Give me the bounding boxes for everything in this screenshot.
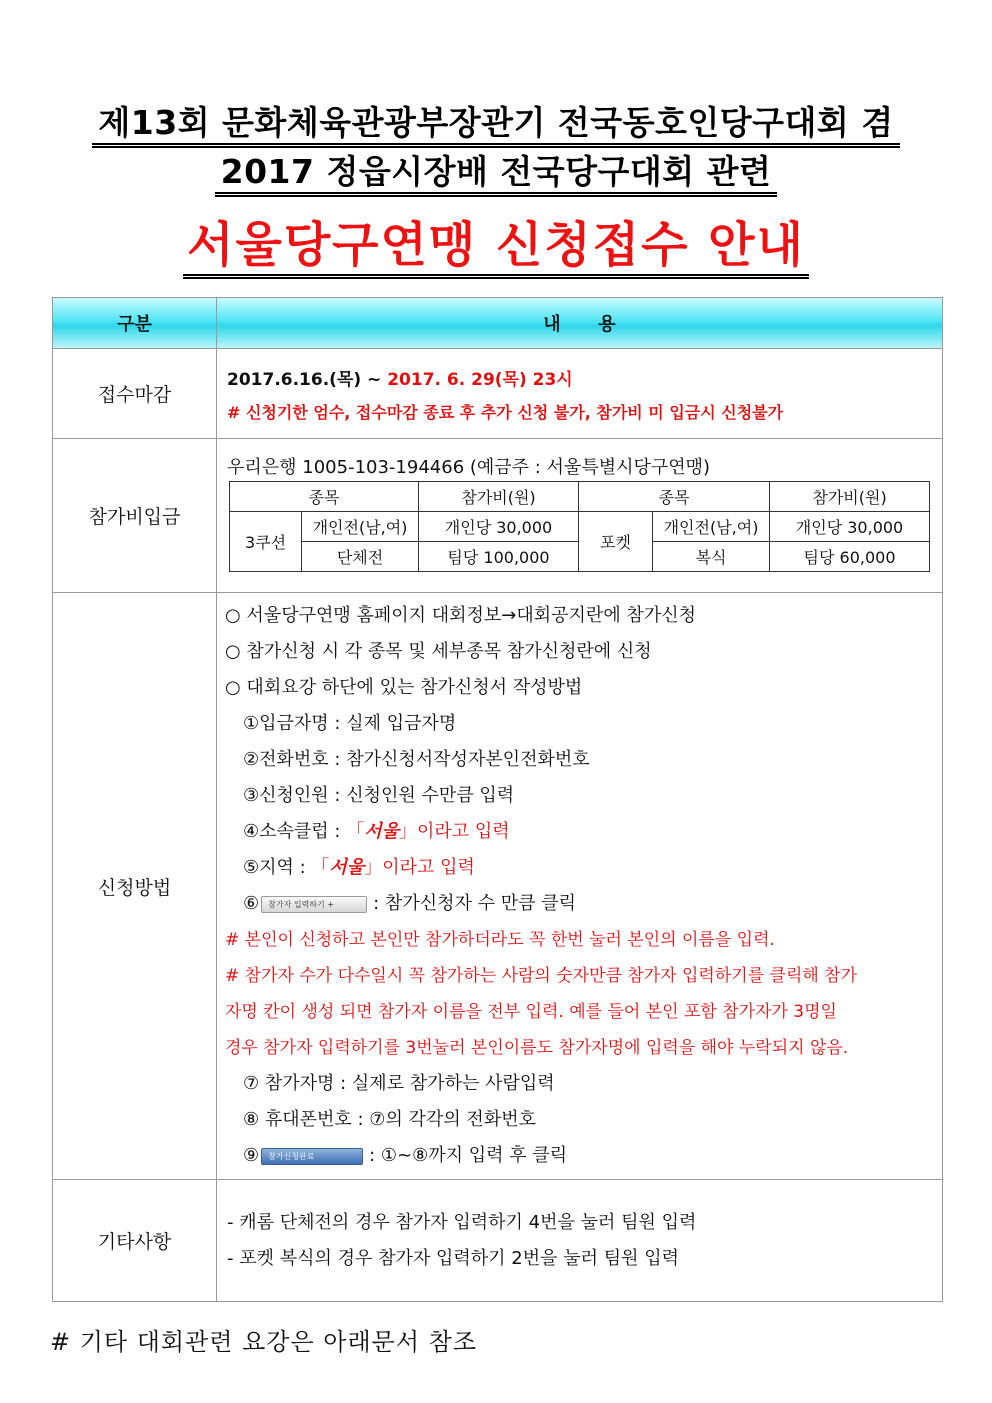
fee-cell: 개인당 30,000 — [419, 512, 579, 542]
group-pocket: 포켓 — [579, 512, 653, 572]
title-line-1: 제13회 문화체육관광부장관기 전국동호인당구대회 겸 — [92, 104, 899, 148]
event-cell: 복식 — [653, 542, 770, 572]
method-row — [53, 593, 943, 1180]
fee-header-event-2: 종목 — [579, 482, 770, 512]
step-9: ⑨ 참가신청완료 : ①~⑧까지 입력 후 클릭 — [243, 1145, 568, 1166]
deadline-label: 접수마감 — [53, 349, 217, 439]
method-bullet: ○ 서울당구연맹 홈페이지 대회정보→대회공지란에 참가신청 — [225, 605, 696, 626]
deadline-end: 2017. 6. 29(목) 23시 — [387, 369, 573, 390]
step-3: ③신청인원 : 신청인원 수만큼 입력 — [243, 785, 515, 806]
document-title — [0, 96, 992, 279]
step-2: ②전화번호 : 참가신청서작성자본인전화번호 — [243, 749, 590, 770]
step-4: ④소속클럽 : 「서울」이라고 입력 — [243, 821, 510, 842]
table-header — [53, 298, 943, 349]
etc-row — [53, 1180, 943, 1302]
etc-line: - 캐롬 단체전의 경우 참가자 입력하기 4번을 눌러 팀원 입력 — [227, 1211, 697, 1233]
add-participant-button[interactable]: 참가자 입력하기 + — [261, 896, 367, 913]
title-line-3: 서울당구연맹 신청접수 안내 — [183, 218, 809, 279]
step-1: ①입금자명 : 실제 입금자명 — [243, 713, 457, 734]
event-cell: 단체전 — [302, 542, 419, 572]
fee-table — [229, 481, 930, 572]
fee-row — [53, 439, 943, 593]
header-category: 구분 — [53, 298, 217, 349]
method-note-1: # 본인이 신청하고 본인만 참가하더라도 꼭 한번 눌러 본인의 이름을 입력. — [225, 930, 775, 950]
fee-header-fee-1: 참가비(원) — [419, 482, 579, 512]
fee-table-header — [230, 482, 930, 512]
complete-application-button[interactable]: 참가신청완료 — [261, 1148, 363, 1165]
title-line-2: 2017 정읍시장배 전국당구대회 관련 — [215, 153, 778, 197]
deadline-row — [53, 349, 943, 439]
step-8: ⑧ 휴대폰번호 : ⑦의 각각의 전화번호 — [243, 1109, 536, 1130]
etc-line: - 포켓 복식의 경우 참가자 입력하기 2번을 눌러 팀원 입력 — [227, 1247, 679, 1269]
deadline-note: # 신청기한 엄수, 접수마감 종료 후 추가 신청 불가, 참가비 미 입금시 신청불가 — [227, 402, 784, 422]
group-3cushion: 3쿠션 — [230, 512, 302, 572]
fee-header-fee-2: 참가비(원) — [770, 482, 930, 512]
fee-cell: 팀당 60,000 — [770, 542, 930, 572]
fee-cell: 개인당 30,000 — [770, 512, 930, 542]
event-cell: 개인전(남,여) — [653, 512, 770, 542]
method-bullet: ○ 대회요강 하단에 있는 참가신청서 작성방법 — [225, 677, 583, 698]
method-note-2b: 자명 칸이 생성 되면 참가자 이름을 전부 입력. 예를 들어 본인 포함 참가자가 3명일 — [225, 1002, 837, 1022]
method-note-2c: 경우 참가자 입력하기를 3번눌러 본인이름도 참가자명에 입력을 해야 누락되지 않음. — [225, 1038, 849, 1058]
fee-cell: 팀당 100,000 — [419, 542, 579, 572]
fee-label: 참가비입금 — [53, 439, 217, 593]
deadline-start: 2017.6.16.(목) ~ — [227, 369, 388, 390]
method-note-2a: # 참가자 수가 다수일시 꼭 참가하는 사람의 숫자만큼 참가자 입력하기를 클릭해 참가 — [225, 966, 858, 986]
method-label: 신청방법 — [53, 593, 217, 1180]
info-table — [52, 297, 943, 1302]
etc-label: 기타사항 — [53, 1180, 217, 1302]
step-7: ⑦ 참가자명 : 실제로 참가하는 사람입력 — [243, 1073, 555, 1094]
method-bullet: ○ 참가신청 시 각 종목 및 세부종목 참가신청란에 신청 — [225, 641, 652, 662]
footer-note: # 기타 대회관련 요강은 아래문서 참조 — [50, 1328, 478, 1356]
table-row — [230, 512, 930, 542]
event-cell: 개인전(남,여) — [302, 512, 419, 542]
step-6: ⑥ 참가자 입력하기 + : 참가신청자 수 만큼 클릭 — [243, 893, 576, 914]
header-content: 내 용 — [217, 298, 943, 349]
fee-header-event-1: 종목 — [230, 482, 419, 512]
step-5: ⑤지역 : 「서울」이라고 입력 — [243, 857, 475, 878]
bank-account: 우리은행 1005-103-194466 (예금주 : 서울특별시당구연맹) — [227, 457, 711, 478]
